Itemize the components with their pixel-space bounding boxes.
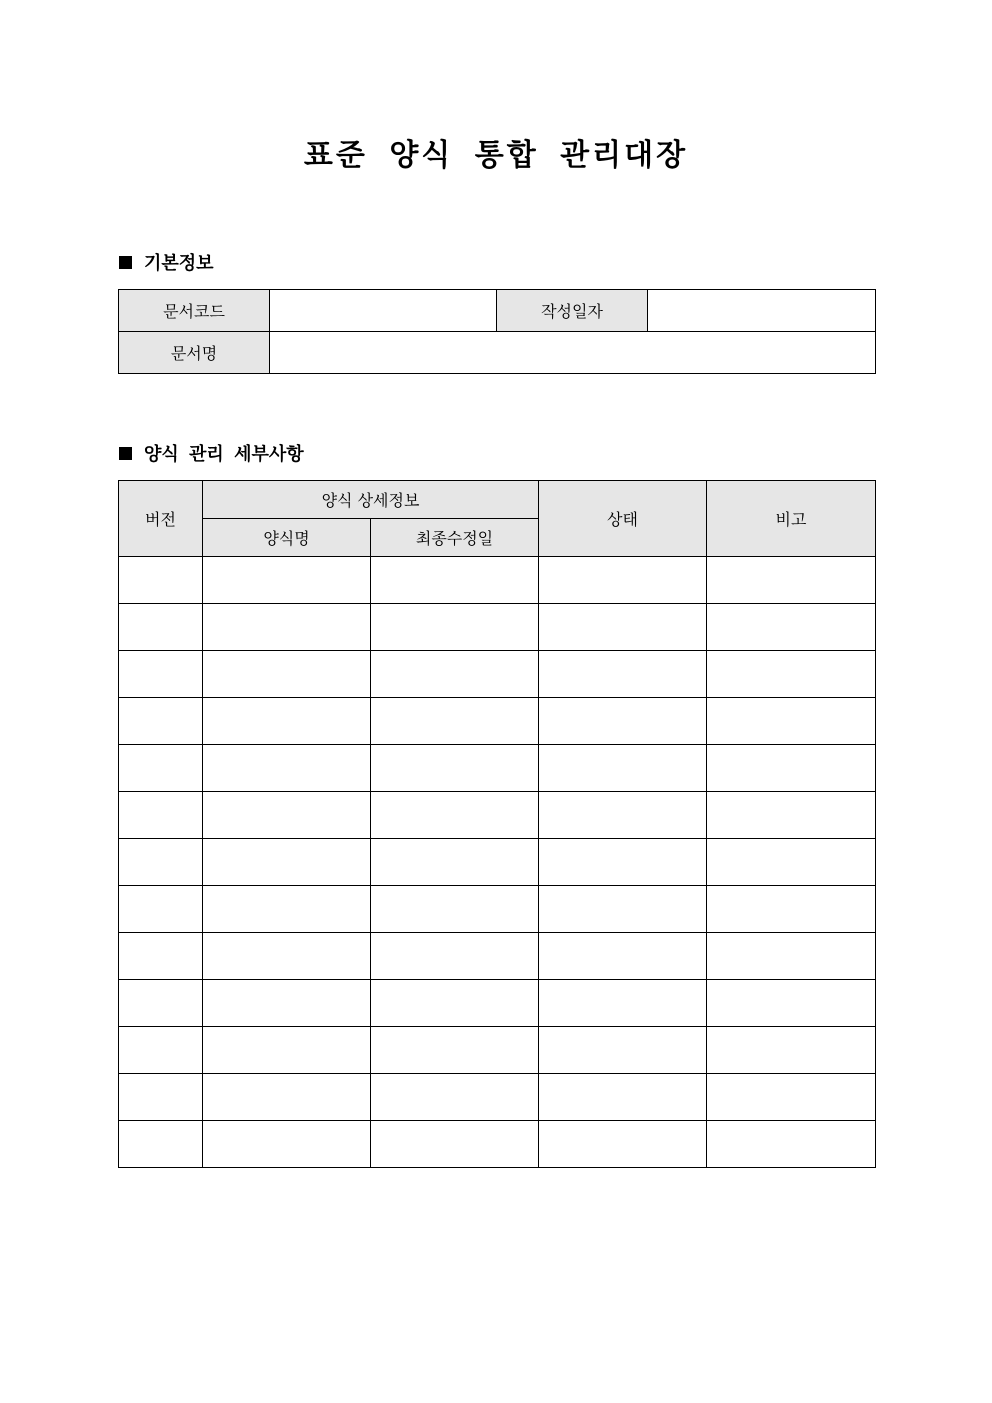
last-modified-cell[interactable] [371,886,539,933]
status-cell[interactable] [539,604,707,651]
form-name-cell[interactable] [203,745,371,792]
table-row [119,1027,876,1074]
status-cell[interactable] [539,1027,707,1074]
details-table [118,480,876,1168]
table-row [119,604,876,651]
doc-name-label: 문서명 [119,332,270,374]
form-name-cell[interactable] [203,1027,371,1074]
last-modified-cell[interactable] [371,792,539,839]
details-heading-text: 양식 관리 세부사항 [144,444,304,465]
version-cell[interactable] [119,651,203,698]
version-cell[interactable] [119,604,203,651]
status-cell[interactable] [539,886,707,933]
table-row [119,886,876,933]
table-row [119,651,876,698]
version-cell[interactable] [119,792,203,839]
table-row [119,839,876,886]
remarks-cell[interactable] [707,1027,876,1074]
last-modified-cell[interactable] [371,933,539,980]
status-cell[interactable] [539,933,707,980]
version-cell[interactable] [119,886,203,933]
last-modified-cell[interactable] [371,980,539,1027]
form-name-cell[interactable] [203,698,371,745]
status-cell[interactable] [539,980,707,1027]
table-row [119,1074,876,1121]
column-header-remarks: 비고 [707,481,876,557]
basic-info-table [118,289,876,374]
table-row [119,745,876,792]
last-modified-cell[interactable] [371,1121,539,1168]
version-cell[interactable] [119,1121,203,1168]
form-name-cell[interactable] [203,604,371,651]
last-modified-cell[interactable] [371,604,539,651]
remarks-cell[interactable] [707,1074,876,1121]
column-header-status: 상태 [539,481,707,557]
doc-code-label: 문서코드 [119,290,270,332]
version-cell[interactable] [119,1027,203,1074]
doc-name-field[interactable] [270,332,876,374]
version-cell[interactable] [119,1074,203,1121]
form-name-cell[interactable] [203,792,371,839]
last-modified-cell[interactable] [371,557,539,604]
form-name-cell[interactable] [203,886,371,933]
remarks-cell[interactable] [707,651,876,698]
doc-code-field[interactable] [270,290,497,332]
table-row [119,792,876,839]
remarks-cell[interactable] [707,886,876,933]
form-name-cell[interactable] [203,1074,371,1121]
version-cell[interactable] [119,698,203,745]
page-title: 표준 양식 통합 관리대장 [303,138,689,173]
version-cell[interactable] [119,557,203,604]
remarks-cell[interactable] [707,980,876,1027]
status-cell[interactable] [539,557,707,604]
status-cell[interactable] [539,1074,707,1121]
table-row [119,980,876,1027]
details-heading [119,443,304,467]
last-modified-cell[interactable] [371,839,539,886]
created-date-field[interactable] [648,290,876,332]
remarks-cell[interactable] [707,1121,876,1168]
created-date-label: 작성일자 [497,290,648,332]
remarks-cell[interactable] [707,698,876,745]
remarks-cell[interactable] [707,557,876,604]
version-cell[interactable] [119,980,203,1027]
last-modified-cell[interactable] [371,1027,539,1074]
version-cell[interactable] [119,745,203,792]
form-name-cell[interactable] [203,1121,371,1168]
black-square-icon [119,256,132,269]
status-cell[interactable] [539,745,707,792]
form-name-cell[interactable] [203,557,371,604]
column-header-form-detail: 양식 상세정보 [203,481,539,519]
last-modified-cell[interactable] [371,1074,539,1121]
form-name-cell[interactable] [203,933,371,980]
table-row [119,698,876,745]
status-cell[interactable] [539,792,707,839]
form-name-cell[interactable] [203,980,371,1027]
status-cell[interactable] [539,698,707,745]
remarks-cell[interactable] [707,839,876,886]
table-row [119,933,876,980]
version-cell[interactable] [119,933,203,980]
remarks-cell[interactable] [707,792,876,839]
column-header-version: 버전 [119,481,203,557]
basic-info-heading [119,252,214,276]
black-square-icon [119,447,132,460]
table-row [119,1121,876,1168]
version-cell[interactable] [119,839,203,886]
column-header-form-name: 양식명 [203,519,371,557]
status-cell[interactable] [539,839,707,886]
remarks-cell[interactable] [707,604,876,651]
basic-info-heading-text: 기본정보 [144,253,214,274]
form-name-cell[interactable] [203,651,371,698]
remarks-cell[interactable] [707,745,876,792]
remarks-cell[interactable] [707,933,876,980]
status-cell[interactable] [539,651,707,698]
last-modified-cell[interactable] [371,745,539,792]
last-modified-cell[interactable] [371,698,539,745]
status-cell[interactable] [539,1121,707,1168]
form-name-cell[interactable] [203,839,371,886]
table-row [119,557,876,604]
column-header-last-modified: 최종수정일 [371,519,539,557]
last-modified-cell[interactable] [371,651,539,698]
